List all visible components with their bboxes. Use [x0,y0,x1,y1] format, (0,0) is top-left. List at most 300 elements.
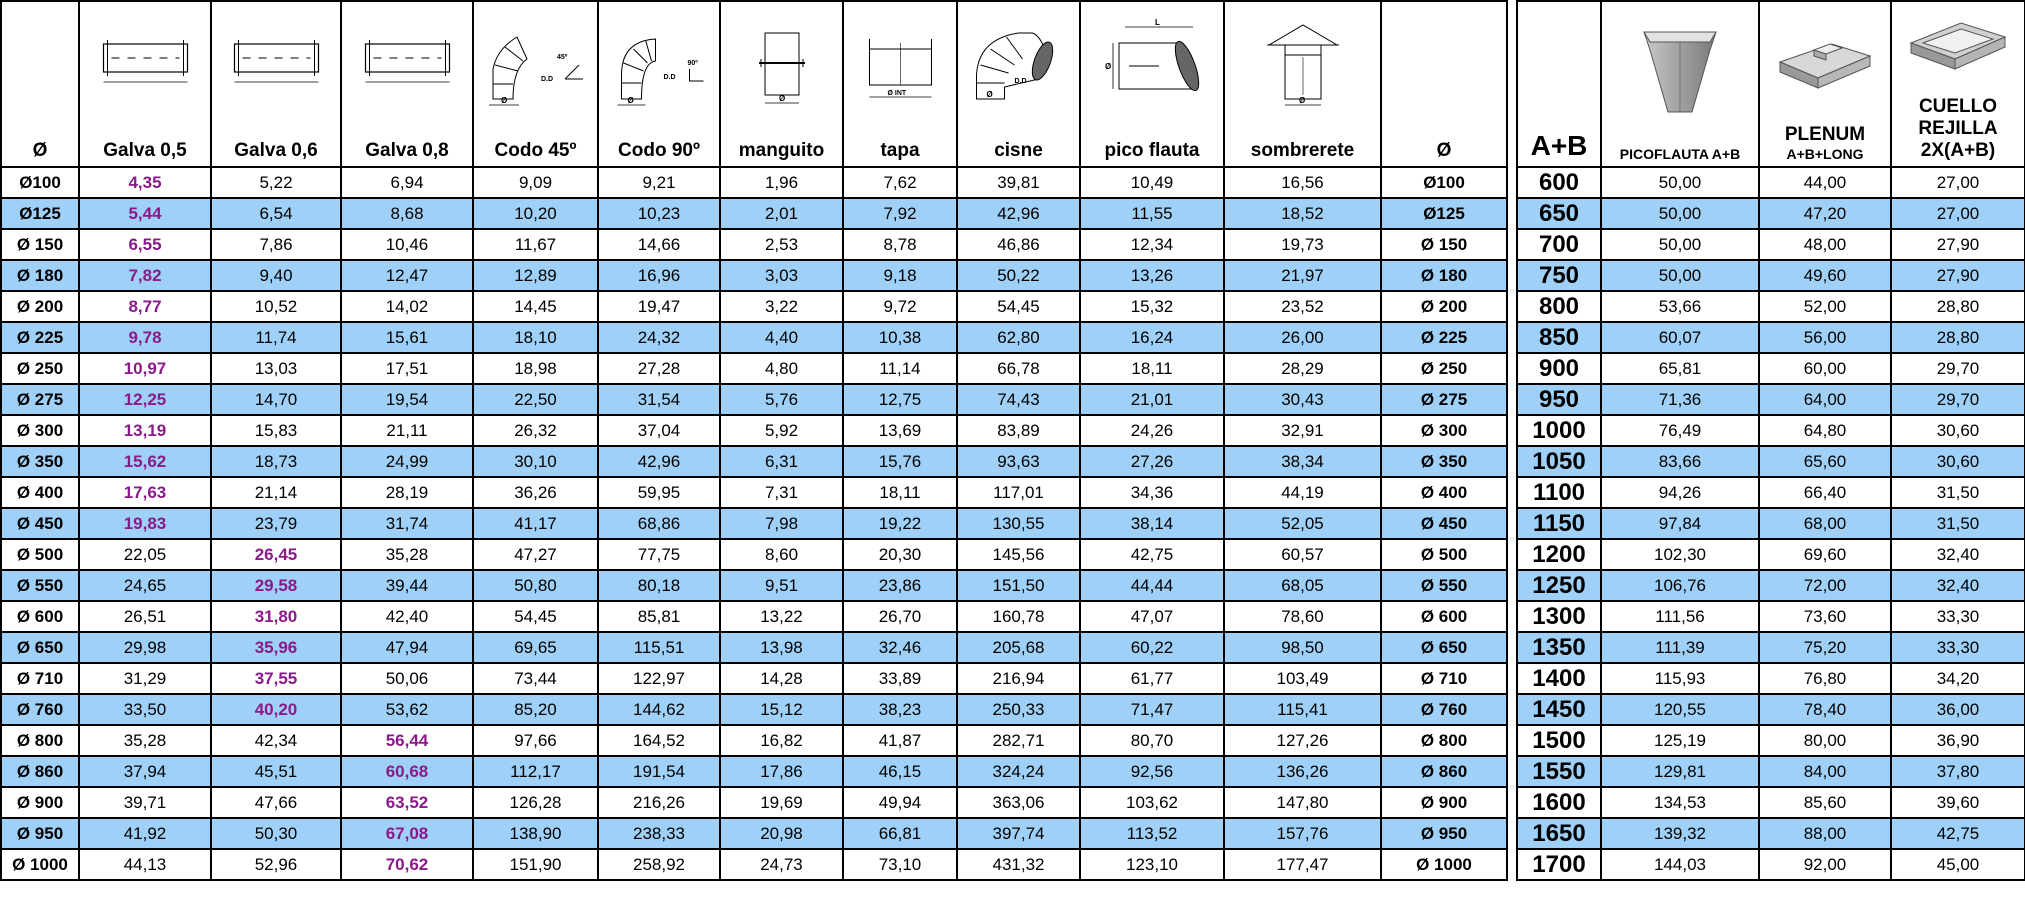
end-cap-icon [853,14,948,114]
straight-duct-icon [93,18,198,98]
cell-diameter-right: Ø 225 [1381,322,1507,353]
cell-cisne: 205,68 [957,632,1080,663]
cell-cisne: 216,94 [957,663,1080,694]
cell-plenum-price: 49,60 [1759,260,1891,291]
cell-pico-flauta: 71,47 [1080,694,1224,725]
table-row [1517,632,2025,663]
sombrerete-diam-label: Ø [1298,96,1305,105]
cell-sombrerete: 19,73 [1224,229,1381,260]
table-row [1517,756,2025,787]
cell-galva-06: 6,54 [211,198,341,229]
cell-codo-45: 151,90 [473,849,598,880]
cell-diameter: Ø 600 [1,601,79,632]
cell-pico-flauta: 10,49 [1080,167,1224,198]
cell-codo-45: 14,45 [473,291,598,322]
cell-manguito: 6,31 [720,446,843,477]
cell-diameter-right: Ø 500 [1381,539,1507,570]
cell-galva-05: 39,71 [79,787,211,818]
cell-picoflauta-price: 60,07 [1601,322,1759,353]
cell-picoflauta-price: 71,36 [1601,384,1759,415]
table-row [1517,353,2025,384]
cell-picoflauta-price: 106,76 [1601,570,1759,601]
cell-cisne: 363,06 [957,787,1080,818]
cell-sombrerete: 103,49 [1224,663,1381,694]
cell-galva-05: 6,55 [79,229,211,260]
cell-codo-90: 42,96 [598,446,720,477]
cell-plenum-price: 65,60 [1759,446,1891,477]
cell-diameter-right: Ø 710 [1381,663,1507,694]
transition-box-icon [1625,8,1735,126]
cell-galva-05: 8,77 [79,291,211,322]
header-tapa: Ø INT tapa [843,1,957,167]
cell-codo-45: 97,66 [473,725,598,756]
codo90-angle-label: 90º [687,60,698,67]
cell-galva-05: 33,50 [79,694,211,725]
cell-cuello-price: 27,00 [1891,198,2025,229]
table-row [1,570,1507,601]
cell-galva-05: 15,62 [79,446,211,477]
cell-galva-06: 13,03 [211,353,341,384]
cell-codo-90: 24,32 [598,322,720,353]
cell-manguito: 4,40 [720,322,843,353]
cell-sombrerete: 52,05 [1224,508,1381,539]
cell-galva-08: 28,19 [341,477,473,508]
cell-diameter: Ø 400 [1,477,79,508]
cell-galva-06: 52,96 [211,849,341,880]
cell-tapa: 9,18 [843,260,957,291]
cell-cisne: 66,78 [957,353,1080,384]
cell-ab-size: 1650 [1517,818,1601,849]
main-table-body [1,167,1507,880]
cell-galva-08: 42,40 [341,601,473,632]
cell-sombrerete: 32,91 [1224,415,1381,446]
cell-ab-size: 1050 [1517,446,1601,477]
cell-tapa: 38,23 [843,694,957,725]
cell-manguito: 13,22 [720,601,843,632]
cell-galva-06: 11,74 [211,322,341,353]
cell-tapa: 11,14 [843,353,957,384]
cell-pico-flauta: 21,01 [1080,384,1224,415]
cell-cuello-price: 31,50 [1891,477,2025,508]
cell-cuello-price: 34,20 [1891,663,2025,694]
cell-galva-06: 37,55 [211,663,341,694]
cell-picoflauta-price: 115,93 [1601,663,1759,694]
straight-duct-icon [224,18,329,98]
cell-codo-90: 31,54 [598,384,720,415]
cell-galva-05: 22,05 [79,539,211,570]
table-row [1517,663,2025,694]
cell-pico-flauta: 27,26 [1080,446,1224,477]
cell-cisne: 62,80 [957,322,1080,353]
cell-galva-08: 17,51 [341,353,473,384]
cell-diameter: Ø 900 [1,787,79,818]
cell-galva-06: 47,66 [211,787,341,818]
cell-galva-05: 5,44 [79,198,211,229]
cell-ab-size: 1450 [1517,694,1601,725]
table-row [1517,415,2025,446]
cell-pico-flauta: 38,14 [1080,508,1224,539]
table-row [1,632,1507,663]
cell-picoflauta-price: 129,81 [1601,756,1759,787]
cell-codo-45: 50,80 [473,570,598,601]
header-cuello-rejilla: CUELLO REJILLA 2X(A+B) [1891,1,2025,167]
cell-diameter: Ø 350 [1,446,79,477]
cell-ab-size: 1700 [1517,849,1601,880]
cell-cuello-price: 36,90 [1891,725,2025,756]
cell-manguito: 9,51 [720,570,843,601]
cell-plenum-price: 64,00 [1759,384,1891,415]
cell-cisne: 54,45 [957,291,1080,322]
cell-galva-06: 7,86 [211,229,341,260]
cell-tapa: 18,11 [843,477,957,508]
table-row [1,725,1507,756]
cell-pico-flauta: 12,34 [1080,229,1224,260]
cell-cisne: 93,63 [957,446,1080,477]
cell-galva-08: 35,28 [341,539,473,570]
cell-sombrerete: 30,43 [1224,384,1381,415]
cell-galva-06: 40,20 [211,694,341,725]
cell-tapa: 32,46 [843,632,957,663]
cell-ab-size: 900 [1517,353,1601,384]
cell-picoflauta-price: 97,84 [1601,508,1759,539]
cell-diameter-right: Ø 450 [1381,508,1507,539]
cell-tapa: 49,94 [843,787,957,818]
cell-picoflauta-price: 50,00 [1601,229,1759,260]
cell-diameter: Ø 250 [1,353,79,384]
cell-diameter-right: Ø 600 [1381,601,1507,632]
cell-galva-05: 29,98 [79,632,211,663]
cell-manguito: 17,86 [720,756,843,787]
cell-picoflauta-price: 144,03 [1601,849,1759,880]
cell-picoflauta-price: 50,00 [1601,167,1759,198]
grille-collar-icon [1902,6,2014,78]
cell-diameter: Ø 550 [1,570,79,601]
cell-galva-06: 21,14 [211,477,341,508]
header-ab: A+B [1517,1,1601,167]
table-row [1,694,1507,725]
cell-galva-06: 29,58 [211,570,341,601]
cell-cuello-price: 45,00 [1891,849,2025,880]
cell-codo-90: 238,33 [598,818,720,849]
header-plenum: PLENUM A+B+LONG [1759,1,1891,167]
cell-manguito: 7,31 [720,477,843,508]
cell-diameter-right: Ø100 [1381,167,1507,198]
table-row [1,539,1507,570]
cell-codo-90: 19,47 [598,291,720,322]
cell-ab-size: 600 [1517,167,1601,198]
cell-galva-06: 26,45 [211,539,341,570]
cell-codo-90: 27,28 [598,353,720,384]
cell-sombrerete: 18,52 [1224,198,1381,229]
cell-pico-flauta: 13,26 [1080,260,1224,291]
cell-diameter: Ø 450 [1,508,79,539]
cell-galva-05: 7,82 [79,260,211,291]
table-row [1517,384,2025,415]
cell-codo-45: 69,65 [473,632,598,663]
table-row [1,322,1507,353]
table-row [1517,725,2025,756]
cell-plenum-price: 60,00 [1759,353,1891,384]
sleeve-coupling-icon [732,14,832,114]
cell-galva-08: 39,44 [341,570,473,601]
cell-galva-08: 6,94 [341,167,473,198]
cell-diameter-right: Ø 300 [1381,415,1507,446]
cell-galva-05: 17,63 [79,477,211,508]
cell-galva-08: 60,68 [341,756,473,787]
table-row [1517,601,2025,632]
cell-cuello-price: 30,60 [1891,415,2025,446]
cell-cuello-price: 32,40 [1891,570,2025,601]
cell-diameter-right: Ø 800 [1381,725,1507,756]
cell-tapa: 10,38 [843,322,957,353]
cell-codo-45: 30,10 [473,446,598,477]
cell-picoflauta-price: 120,55 [1601,694,1759,725]
cell-galva-06: 14,70 [211,384,341,415]
cell-ab-size: 650 [1517,198,1601,229]
table-row [1,353,1507,384]
table-row [1517,167,2025,198]
cell-manguito: 3,22 [720,291,843,322]
cell-diameter: Ø 200 [1,291,79,322]
cell-cuello-price: 27,90 [1891,229,2025,260]
cell-galva-05: 12,25 [79,384,211,415]
cell-sombrerete: 78,60 [1224,601,1381,632]
cell-tapa: 7,92 [843,198,957,229]
cell-sombrerete: 157,76 [1224,818,1381,849]
cell-picoflauta-price: 50,00 [1601,260,1759,291]
cell-ab-size: 1250 [1517,570,1601,601]
plenum-box-icon [1769,14,1881,98]
cell-galva-05: 26,51 [79,601,211,632]
cell-codo-90: 9,21 [598,167,720,198]
cell-tapa: 12,75 [843,384,957,415]
cell-galva-06: 9,40 [211,260,341,291]
table-row [1517,849,2025,880]
cell-diameter: Ø125 [1,198,79,229]
cell-pico-flauta: 80,70 [1080,725,1224,756]
cell-diameter-right: Ø 950 [1381,818,1507,849]
cell-tapa: 15,76 [843,446,957,477]
cell-sombrerete: 28,29 [1224,353,1381,384]
cell-galva-05: 13,19 [79,415,211,446]
table-row [1,601,1507,632]
cell-pico-flauta: 44,44 [1080,570,1224,601]
cell-diameter: Ø 500 [1,539,79,570]
table-row [1,260,1507,291]
flute-end-icon [1097,12,1207,112]
cell-plenum-price: 73,60 [1759,601,1891,632]
pico-diam-label: Ø [1105,62,1112,71]
cell-galva-05: 19,83 [79,508,211,539]
cell-plenum-price: 52,00 [1759,291,1891,322]
cell-manguito: 4,80 [720,353,843,384]
cell-codo-45: 18,98 [473,353,598,384]
cell-codo-45: 11,67 [473,229,598,260]
header-sombrerete: Ø sombrerete [1224,1,1381,167]
cell-diameter: Ø 710 [1,663,79,694]
cell-cisne: 117,01 [957,477,1080,508]
cell-galva-08: 10,46 [341,229,473,260]
cell-diameter: Ø 800 [1,725,79,756]
cell-codo-90: 80,18 [598,570,720,601]
cell-pico-flauta: 11,55 [1080,198,1224,229]
table-row [1517,787,2025,818]
cell-codo-45: 10,20 [473,198,598,229]
cell-tapa: 7,62 [843,167,957,198]
cell-pico-flauta: 60,22 [1080,632,1224,663]
header-codo-90: Ø D.D 90º Codo 90º [598,1,720,167]
cell-pico-flauta: 15,32 [1080,291,1224,322]
cell-cisne: 160,78 [957,601,1080,632]
cell-cisne: 83,89 [957,415,1080,446]
table-row [1517,539,2025,570]
table-row [1517,694,2025,725]
cell-galva-08: 24,99 [341,446,473,477]
cell-galva-05: 9,78 [79,322,211,353]
cell-diameter: Ø 275 [1,384,79,415]
cell-codo-45: 12,89 [473,260,598,291]
cell-tapa: 46,15 [843,756,957,787]
cell-manguito: 1,96 [720,167,843,198]
cell-manguito: 2,53 [720,229,843,260]
cell-tapa: 66,81 [843,818,957,849]
cell-tapa: 41,87 [843,725,957,756]
cell-codo-90: 191,54 [598,756,720,787]
cell-cuello-price: 30,60 [1891,446,2025,477]
cell-codo-90: 122,97 [598,663,720,694]
cell-plenum-price: 80,00 [1759,725,1891,756]
cell-picoflauta-price: 134,53 [1601,787,1759,818]
cell-ab-size: 1200 [1517,539,1601,570]
table-row [1517,198,2025,229]
cell-manguito: 19,69 [720,787,843,818]
cell-plenum-price: 56,00 [1759,322,1891,353]
cell-galva-06: 5,22 [211,167,341,198]
table-row [1,787,1507,818]
cell-plenum-price: 76,80 [1759,663,1891,694]
cell-plenum-price: 88,00 [1759,818,1891,849]
cell-cuello-price: 29,70 [1891,384,2025,415]
cell-tapa: 13,69 [843,415,957,446]
header-row [1,1,1507,167]
cell-ab-size: 1400 [1517,663,1601,694]
cell-picoflauta-price: 53,66 [1601,291,1759,322]
cell-pico-flauta: 18,11 [1080,353,1224,384]
cell-sombrerete: 21,97 [1224,260,1381,291]
cell-codo-90: 216,26 [598,787,720,818]
cell-plenum-price: 48,00 [1759,229,1891,260]
cell-manguito: 14,28 [720,663,843,694]
table-row [1,508,1507,539]
cell-ab-size: 1300 [1517,601,1601,632]
cell-galva-08: 21,11 [341,415,473,446]
cell-manguito: 13,98 [720,632,843,663]
table-row [1,291,1507,322]
table-row [1,198,1507,229]
cell-diameter-right: Ø 550 [1381,570,1507,601]
header-diameter-right: Ø [1381,1,1507,167]
cell-ab-size: 950 [1517,384,1601,415]
cell-picoflauta-price: 83,66 [1601,446,1759,477]
cell-codo-45: 126,28 [473,787,598,818]
cell-picoflauta-price: 76,49 [1601,415,1759,446]
cell-sombrerete: 16,56 [1224,167,1381,198]
cell-cisne: 282,71 [957,725,1080,756]
table-row [1517,229,2025,260]
header-diameter: Ø [1,1,79,167]
cell-cisne: 145,56 [957,539,1080,570]
cell-ab-size: 700 [1517,229,1601,260]
cell-cisne: 39,81 [957,167,1080,198]
cell-manguito: 20,98 [720,818,843,849]
cell-galva-08: 47,94 [341,632,473,663]
cell-codo-45: 22,50 [473,384,598,415]
cell-picoflauta-price: 111,56 [1601,601,1759,632]
cell-cisne: 151,50 [957,570,1080,601]
cell-tapa: 23,86 [843,570,957,601]
table-row [1517,508,2025,539]
cell-diameter: Ø 300 [1,415,79,446]
cell-diameter-right: Ø 275 [1381,384,1507,415]
pico-l-label: L [1155,18,1160,27]
cell-picoflauta-price: 102,30 [1601,539,1759,570]
cell-cuello-price: 28,80 [1891,322,2025,353]
table-row [1,756,1507,787]
cell-sombrerete: 60,57 [1224,539,1381,570]
table-row [1,446,1507,477]
cell-codo-45: 54,45 [473,601,598,632]
cell-galva-06: 50,30 [211,818,341,849]
cell-codo-90: 10,23 [598,198,720,229]
cell-manguito: 8,60 [720,539,843,570]
cell-picoflauta-price: 94,26 [1601,477,1759,508]
table-row [1,663,1507,694]
cell-galva-08: 63,52 [341,787,473,818]
cell-diameter: Ø 1000 [1,849,79,880]
header-pico-flauta: L Ø pico flauta [1080,1,1224,167]
cell-cuello-price: 42,75 [1891,818,2025,849]
elbow-90-icon [607,14,712,114]
cell-sombrerete: 136,26 [1224,756,1381,787]
cell-diameter-right: Ø 860 [1381,756,1507,787]
cell-plenum-price: 69,60 [1759,539,1891,570]
cell-galva-08: 31,74 [341,508,473,539]
cisne-dd-label: D.D [1014,78,1027,85]
cell-galva-08: 53,62 [341,694,473,725]
cell-codo-90: 37,04 [598,415,720,446]
cell-plenum-price: 47,20 [1759,198,1891,229]
table-row [1517,291,2025,322]
cell-manguito: 2,01 [720,198,843,229]
cell-cuello-price: 39,60 [1891,787,2025,818]
elbow-45-icon [481,14,591,114]
cell-galva-06: 42,34 [211,725,341,756]
cell-cisne: 130,55 [957,508,1080,539]
cell-codo-45: 26,32 [473,415,598,446]
cell-codo-90: 85,81 [598,601,720,632]
cell-plenum-price: 72,00 [1759,570,1891,601]
cell-galva-05: 31,29 [79,663,211,694]
cell-diameter: Ø 760 [1,694,79,725]
right-table-body [1517,167,2025,880]
table-row [1,818,1507,849]
header-galva-08: Galva 0,8 [341,1,473,167]
cell-diameter: Ø 180 [1,260,79,291]
cell-pico-flauta: 47,07 [1080,601,1224,632]
cell-picoflauta-price: 65,81 [1601,353,1759,384]
cell-ab-size: 1600 [1517,787,1601,818]
cell-cuello-price: 32,40 [1891,539,2025,570]
